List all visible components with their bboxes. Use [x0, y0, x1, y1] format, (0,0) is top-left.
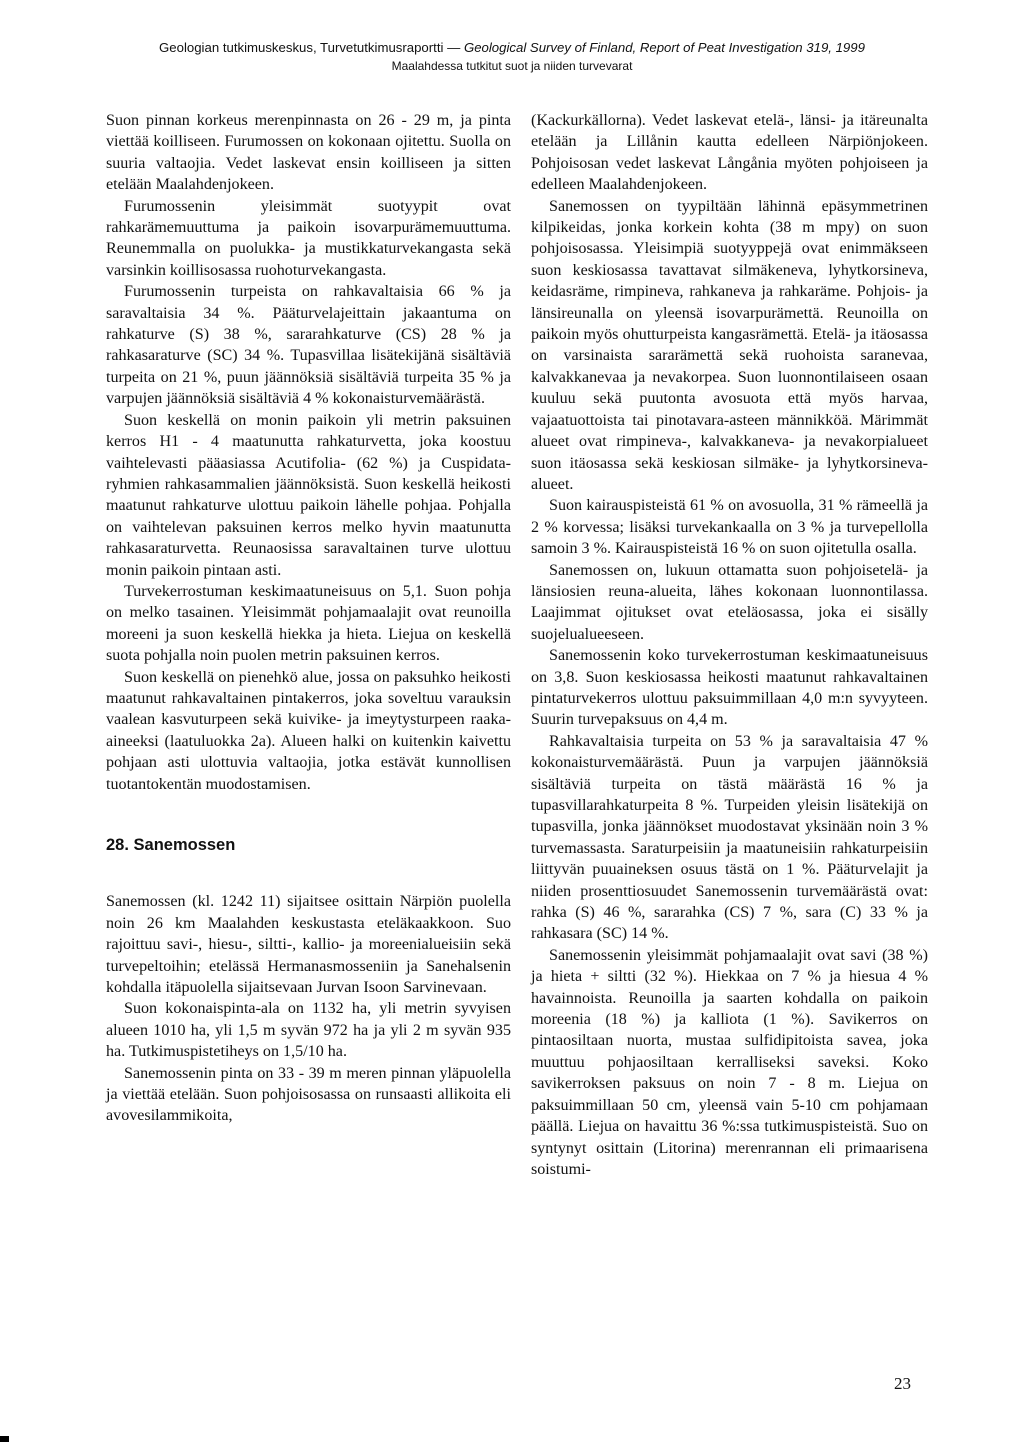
- left-paragraph-6: Suon keskellä on pienehkö alue, jossa on paksuhko heikosti maatunut rahkavaltainen pintakerros, joka soveltuu varauksin vaalean kasvuturpeen sekä kuivike- ja imeytysturpeen raaka-aineeksi (laatuluokka 2a). Alueen halki on kuitenkin kaivettu pohjaan asti ulottuvia valtaojia, jotka estävät kunnollisen tuotantokentän muodostamisen.: [106, 668, 511, 793]
- right-column: [531, 110, 928, 1180]
- left-paragraph-3: Furumossenin turpeista on rahkavaltaisia 66 % ja saravaltaisia 34 %. Pääturvelajeittain jakaantuma on rahkaturve (S) 38 %, sararahkaturve (CS) 28 % ja rahkasaraturve (SC) 34 %. Tupasvillaa lisätekijänä sisältäviä turpeita on 21 %, puun jäännöksiä sisältäviä turpeita 35 % ja varpujen jäännöksiä sisältäviä 4 % kokonaisturvemäärästä.: [106, 283, 511, 408]
- left-paragraph-5: Turvekerrostuman keskimaatuneisuus on 5,1. Suon pohja on melko tasainen. Yleisimmät pohjamaalajit ovat reunoilla moreeni ja suon keskellä hiekka ja hieta. Liejua on keskellä suota pohjalla noin puolen metrin paksuinen kerros.: [106, 582, 511, 665]
- header-dash: —: [443, 40, 464, 55]
- right-paragraph-6: Rahkavaltaisia turpeita on 53 % ja saravaltaisia 47 % kokonaisturvemäärästä. Puun ja varpujen jäännöksiä sisältäviä turpeita on tästä määrästä 16 % ja tupasvillarahkaturpeita 8 %. Turpeiden yleisin lisätekijä on tupasvilla, jonka jäännökset muodostavat yksinään noin 3 % turvemassasta. Saraturpeisiin ja maatuneisiin rahkaturpeisiin liittyvän puuaineksen osuus tästä on 1 %. Pääturvelajit ja niiden prosenttiosuudet Sanemossenin turvemäärästä ovat: rahka (S) 46 %, sararahka (CS) 7 %, sara (C) 33 % ja rahkasara (SC) 14 %.: [531, 732, 928, 943]
- right-paragraph-7: Sanemossenin yleisimmät pohjamaalajit ovat savi (38 %) ja hieta + siltti (32 %). Hiekkaa on 7 % ja hiesua 4 % havainnoista. Reunoilla ja saarten kohdalla on paikoin moreenia (18 %) ja kalliota (1 %). Savikerros on pintaosiltaan nuorta, mustaa sulfidipitoista savea, joka muuttuu pohjaosiltaan kerralliseksi saveksi. Koko savikerroksen paksuus on noin 7 - 8 m. Liejua on paksuimmillaan 50 cm, yleensä vain 5-10 cm pohjamaan päällä. Liejua on havaittu 36 %:ssa tutkimuspisteistä. Suo on syntynyt osittain (Litorina) merenrannan eli primaarisena soistumi-: [531, 946, 928, 1178]
- right-paragraph-5: Sanemossenin koko turvekerrostuman keskimaatuneisuus on 3,8. Suon keskiosassa heikosti maatunut rahkavaltainen pintaturvekerros ulottuu paksuimmillaan 4,0 m:n syvyyteen. Suurin turvepaksuus on 4,4 m.: [531, 647, 928, 729]
- header-org-fi: Geologian tutkimuskeskus, Turvetutkimusraportti: [159, 40, 444, 55]
- left-paragraph-4: Suon keskellä on monin paikoin yli metrin paksuinen kerros H1 - 4 maatunutta rahkaturvetta, joka koostuu vaihtelevasti pääasiassa Acutifolia- (62 %) ja Cuspidata-ryhmien rahkasammalien jäännöksistä. Suon keskellä heikosti maatunut rahkaturve ulottuu paikoin lähelle pohjaa. Pohjalla on vaihtelevan paksuinen kerros melko hyvin maatunutta rahkasaraturvetta. Reunaosissa saravaltainen turve ulottuu monin paikoin pintaan asti.: [106, 411, 511, 579]
- left-paragraph-2: Furumossenin yleisimmät suotyypit ovat rahkarämemuuttuma ja paikoin isovarpurämemuuttuma. Reunemmalla on puolukka- ja mustikkaturvekangasta sekä varsinkin koillisosassa ruohoturvekangasta.: [106, 197, 511, 279]
- right-paragraph-4: Sanemossen on, lukuun ottamatta suon pohjoisetelä- ja länsiosien reuna-alueita, lähes kokonaan luonnontilassa. Laajimmat ojitukset ovat eteläosassa, joka ei sisälly suojelualueeseen.: [531, 561, 928, 643]
- section-paragraph-3: Sanemossenin pinta on 33 - 39 m meren pinnan yläpuolella ja viettää etelään. Suon pohjoisosassa on runsaasti allikoita eli avovesilammikoita,: [106, 1064, 511, 1125]
- header-subtitle: Maalahdessa tutkitut suot ja niiden turvevarat: [391, 59, 633, 73]
- header-org-en: Geological Survey of Finland, Report of Peat Investigation 319, 1999: [463, 40, 865, 55]
- right-paragraph-1: (Kackurkällorna). Vedet laskevat etelä-, länsi- ja itäreunalta etelään ja Lillånin kautta edelleen Närpiönjokeen. Pohjoisosan vedet laskevat Långånia myöten pohjoiseen ja edelleen Maalahdenjokeen.: [531, 112, 928, 194]
- scan-edge-mark: [0, 1436, 9, 1442]
- running-header: [0, 38, 1024, 76]
- left-paragraph-1: Suon pinnan korkeus merenpinnasta on 26 - 29 m, ja pinta viettää koilliseen. Furumossen on kokonaan ojitettu. Suolla on suuria valtaojia. Vedet laskevat ensin koilliseen ja sitten etelään Maalahdenjokeen.: [106, 112, 511, 194]
- section-paragraph-1: Sanemossen (kl. 1242 11) sijaitsee osittain Närpiön puolella noin 26 km Maalahden keskustasta eteläkaakkoon. Suo rajoittuu savi-, hiesu-, siltti-, kallio- ja moreenialueisiin sekä turvepeltoihin; etelässä Hermanasmosseniin ja Sanehalsenin kohdalla itäpuolella sijaitsevaan Jurvan Isoon Sarvinevaan.: [106, 893, 511, 997]
- header-title-line: [0, 38, 1024, 57]
- page-number: 23: [894, 1374, 911, 1393]
- section-paragraph-2: Suon kokonaispinta-ala on 1132 ha, yli metrin syvyisen alueen 1010 ha, yli 1,5 m syvän 972 ha ja yli 2 m syvän 935 ha. Tutkimuspistetiheys on 1,5/10 ha.: [106, 1000, 511, 1061]
- section-heading: 28. Sanemossen: [106, 836, 236, 854]
- right-paragraph-3: Suon kairauspisteistä 61 % on avosuolla, 31 % rämeellä ja 2 % korvessa; lisäksi turvekankaalla on 3 % ja turvepellolla samoin 3 %. Kairauspisteistä 16 % on suon ojitetulla osalla.: [531, 497, 928, 558]
- left-column: [106, 110, 511, 1127]
- right-paragraph-2: Sanemossen on tyypiltään lähinnä epäsymmetrinen kilpikeidas, jonka korkein kohta (38 m mpy) on suon pohjoisosassa. Yleisimpiä suotyyppejä ovat enimmäkseen suon keskiosassa tavattavat silmäkeneva, lyhytkorsineva, keidasräme, rimpineva, rahkaneva ja rahkaräme. Pohjois- ja länsireunalla on yleensä isovarpurämettä. Reunoilla on paikoin myös ohutturpeista kangasrämettä. Etelä- ja itäosassa on varsinaista sararämettä sekä ruohoista saranevaa, kalvakkanevaa ja nevakorpea. Suon luonnontilaiseen osaan kuuluu sekä puutonta avosuota että myös harvaa, vajaatuottoista tai pinotavara-asteen männikköä. Märimmät alueet ovat rimpineva-, kalvakkaneva- ja nevakorpialueet suon itäosassa sekä keskiosan silmäke- ja lyhytkorsineva-alueet.: [531, 197, 928, 493]
